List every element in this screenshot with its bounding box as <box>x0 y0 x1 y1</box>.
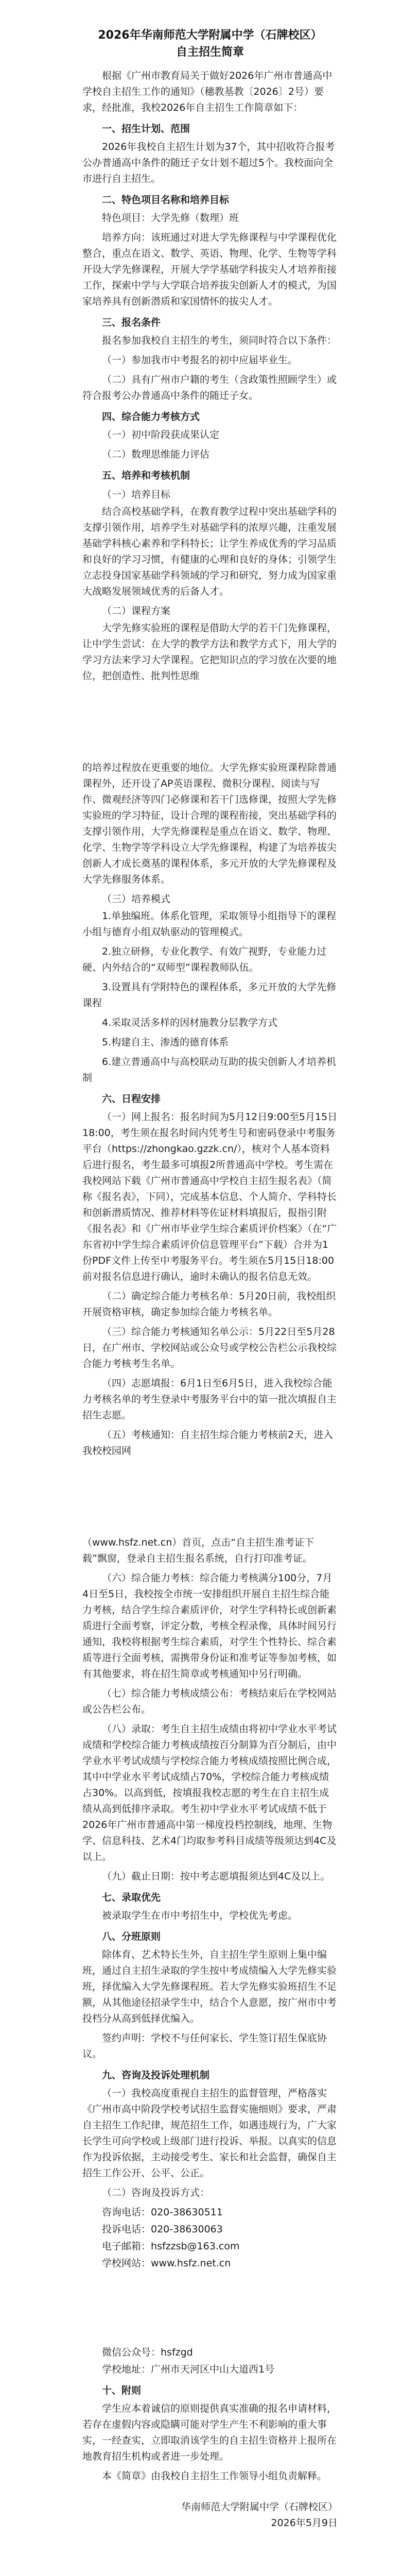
section-8-text-1: 除体育、艺术特长生外，自主招生学生原则上集中编班，通过自主招生录取的学生按中考成绩编入大学先修实验班，择优编入大学先修课程班。若大学先修实验班招生不足额，从其他途径招录学生中，结合个人意愿，按广州市中考投档分从高到低择优编入。 <box>82 1949 337 2024</box>
schedule-step-7: （七）综合能力考核成绩公布：考核结束后在学校网站或公告栏公布。 <box>82 1688 337 1715</box>
school-address: 学校地址：广州市天河区中山大道西1号 <box>102 2364 275 2375</box>
schedule-step-8: （八）录取：考生自主招生成绩由将初中学业水平考试成绩和学校综合能力考核成绩按百分制算为百分制后，由中学业水平考试成绩与学校综合能力考核成绩按照比例合成，其中中学业水平考试成绩占70%，学校综合能力考核成绩占30%。以高到低，按填报我校志愿的考生在自主招生成绩从高到低排序录取。考生初中学业水平考试成绩不低于2026年广州市普通高中第一梯度投档控制线，地理、生物学、信息科技、艺术4门均取参考科目成绩等级须达到4C及以上。 <box>82 1723 337 1862</box>
section-5-mode-6: 6.建立普通高中与高校联动互助的拔尖创新人才培养机制 <box>82 1056 337 1083</box>
section-8-heading: 八、分班原则 <box>102 1931 161 1942</box>
page-break-gap-3 <box>82 2273 338 2345</box>
section-10-text-2: 本《简章》由我校自主招生工作领导小组负责解释。 <box>102 2470 327 2482</box>
section-4-item-2: （二）数理思维能力评估 <box>102 449 210 460</box>
section-3-item-2: （二）具有广州市户籍的考生（含政策性照顾学生）或符合报考公办普通高中条件的随迁子女。 <box>82 374 337 401</box>
section-1-heading: 一、招生计划、范围 <box>102 123 190 134</box>
schedule-step-4: （四）志愿填报：6月1日至6月5日，进入我校综合能力考核名单的考生登录中考服务平台中的第一批次填报自主招生志愿。 <box>82 1378 337 1421</box>
section-3-item-1: （一）参加我市中考报名的初中应届毕业生。 <box>102 354 298 366</box>
section-5-sub-3: （三）培养模式 <box>102 893 171 905</box>
section-9-text-1: （一）我校高度重视自主招生的监督管理，严格落实《广州市高中阶段学校考试招生监督实施细则》要求，严肃自主招生工作纪律，规范招生工作，如遇违规行为，广大家长学生可向学校或上级部门进行投诉、举报。以真实的信息作为投诉依据，主动接受考生、家长和社会监督，确保自主招生工作公开、公平、公正。 <box>82 2088 337 2179</box>
section-6-heading: 六、日程安排 <box>102 1093 161 1105</box>
section-3-lead: 报名参加我校自主招生的考生，须同时符合以下条件： <box>102 335 337 346</box>
schedule-step-6: （六）综合能力考核：综合能力考核满分100分，7月4日至5日，我校按全市统一安排组织开展自主招生综合能力考核，结合学生综合素质评价，对学生学科特长或创新素质进行全面考察，评定分数，考核全程录像，具体时间另行通知，我校将根据考生综合素质，对学生个性特长、综合素质等进行全面考核，需携带身份证和准考证等参加考核，如有其他要求，将在招生简章或考核通知中另行明确。 <box>82 1572 337 1680</box>
section-5-mode-2: 2.独立研修，专业化教学、有效广视野，专业能力过硬、内外结合的“双师型”课程教师队伍。 <box>82 946 327 973</box>
section-8-text-2: 签约声明：学校不与任何家长、学生签订招生保底协议。 <box>82 2032 327 2060</box>
section-1-text: 2026年我校自主招生计划为37个，其中招收符合报考公办普通高中条件的随迁子女计划不超过5个。我校面向全市进行自主招生。 <box>82 141 335 184</box>
footer-date: 2026年5月9日 <box>271 2517 338 2529</box>
section-10-heading: 十、附则 <box>102 2385 142 2396</box>
section-4-heading: 四、综合能力考核方式 <box>102 411 200 422</box>
section-4-item-1: （一）初中阶段获成果认定 <box>102 429 220 440</box>
section-5-mode-1: 1.单独编班。体系化管理，采取领导小组指导下的课程小组与德育小组双轨驱动的管理模式。 <box>82 910 337 938</box>
section-3-heading: 三、报名条件 <box>102 317 161 328</box>
contact-email: 电子邮箱：hsfzzsb@163.com <box>102 2241 240 2252</box>
section-5-text-2: 大学先修实验班的课程是借助大学的若干门先修课程，让中学生尝试：在大学的教学方法和教学方式下，用大学的学习方法来学习大学课程。它把知识点的学习放在次要的地位，把创造性、批判性思维 <box>82 622 337 682</box>
section-5-mode-4: 4.采取灵活多样的因材施教分层教学方式 <box>102 1017 278 1028</box>
complaint-phone: 投诉电话：020-38630063 <box>102 2224 223 2235</box>
section-5-sub-2: （二）课程方案 <box>102 605 171 617</box>
schedule-step-2: （二）确定综合能力考核名单：5月20日前，我校组织开展资格审核，确定参加综合能力考核名单。 <box>82 1291 336 1318</box>
document-subtitle: 自主招生简章 <box>176 46 244 59</box>
section-5-text-1: 结合高校基础学科，在教育教学过程中突出基础学科的支撑引领作用，培养学生对基础学科的浓厚兴趣，注重发展基础学科核心素养和学科特长；让学生养成优秀的学习品质和良好的学习习惯，有健康的心理和良好的身体；引领学生立志投身国家基础学科领域的学习和研究，努力成为国家重大战略发展领域优秀的后备人才。 <box>82 506 337 597</box>
schedule-step-5b: （www.hsfz.net.cn）首页，点击“自主招生准考证下载”飘窗，登录自主招生报名系统，自行打印准考证。 <box>82 1537 314 1564</box>
section-7-heading: 七、录取优先 <box>102 1892 161 1903</box>
section-10-text-1: 学生应本着诚信的原则提供真实准确的报名申请材料，若存在虚假内容或隐瞒可能对学生产生不利影响的重大事实，一经查实，立即取消该学生的自主招生资格并上报所在地教育招生机构或者进一步处理。 <box>82 2403 337 2462</box>
wechat-account: 微信公众号：hsfzgd <box>102 2347 193 2358</box>
section-7-text: 被录取学生在市中考招生中，学校优先考虑。 <box>102 1910 298 1921</box>
section-2-heading: 二、特色项目名称和培养目标 <box>102 194 230 206</box>
footer-organization: 华南师范大学附属中学（石牌校区） <box>181 2501 338 2513</box>
schedule-step-5a: （五）考核通知：自主招生综合能力考核前2天，进入我校校园网 <box>82 1429 334 1456</box>
page-break-gap <box>82 688 338 760</box>
section-5-text-3: 的培养过程放在更重要的地位。大学先修实验班课程除普通课程外，还开设了AP英语课程、微积分课程、阅读与写作、微观经济等四门必修课和若干门选修课，按照大学先修实验班的学习特征，设计合理的课程衔接，突出基础学科的支撑引领作用，大学先修课程是重点在语文、数学、物理、化学、生物学等学科设立大学先修课程，构建了为培养拔尖创新人才成长奠基的课程体系，多元开放的大学先修课程及大学先修服务体系。 <box>82 762 337 885</box>
schedule-step-1: （一）网上报名：报名时间为5月12日9:00至5月15日18:00，考生须在报名时间内凭考生号和密码登录中考服务平台（https://zhongkao.gzzk.cn/），核对个人基本资料后进行报名，考生最多可填报2所普通高中学校。考生需在我校网站下载《广州市普通高中学校自主招生报名表》（简称《报名表》，下同），完成基本信息、个人简介、学科特长和创新潜质情况、推荐材料等佐证材料填报后，报指引附《报名表》和《广州市毕业学生综合素质评价档案》（在“广东省初中学生综合素质评价信息管理平台”下载）合并为1份PDF文件上传至中考服务平台。考生须在5月15日18:00前对报名信息进行确认，逾时未确认的报名信息无效。 <box>82 1111 338 1282</box>
intro-paragraph: 根据《广州市教育局关于做好2026年广州市普通高中学校自主招生工作的通知》（穗教基教〔2026〕2号）要求，经批准，我校2026年自主招生工作简章如下： <box>82 70 332 113</box>
section-5-mode-3: 3.设置具有学附特色的课程体系，多元开放的大学先修课程 <box>82 981 337 1009</box>
page-break-gap-2 <box>82 1463 338 1535</box>
consult-phone: 咨询电话：020-38630511 <box>102 2207 223 2218</box>
school-website: 学校网站：www.hsfz.net.cn <box>102 2258 231 2269</box>
section-9-text-2: （二）咨询及投诉方式： <box>102 2187 210 2198</box>
section-5-mode-5: 5.构建自主、渗透的德育体系 <box>102 1037 229 1048</box>
section-2-name: 特色项目：大学先修（数理）班 <box>102 212 239 224</box>
section-2-goal: 培养方向：该班通过对进大学先修课程与中学课程优化整合，重点在语文、数学、英语、物理、化学、生物等学科开设大学先修课程，开展大学学基础学科拔尖人才培养衔接工作，探索中学与大学联合培养拔尖创新人才的模式，为国家培养具有创新潜质和家国情怀的拔尖人才。 <box>82 232 337 307</box>
section-5-sub-1: （一）培养目标 <box>102 489 171 500</box>
section-5-heading: 五、培养和考核机制 <box>102 470 190 481</box>
schedule-step-9: （九）截止日期：按中考志愿填报须达到4C及以上。 <box>102 1871 330 1882</box>
document-title: 2026年华南师范大学附属中学（石牌校区） <box>98 29 322 42</box>
schedule-step-3: （三）综合能力考核通知名单公示：5月22日至5月28日，在广州市、学校网站或公众号或学校公告栏公示我校综合能力考核考生名单。 <box>82 1326 337 1369</box>
section-9-heading: 九、咨询及投诉处理机制 <box>102 2070 210 2081</box>
